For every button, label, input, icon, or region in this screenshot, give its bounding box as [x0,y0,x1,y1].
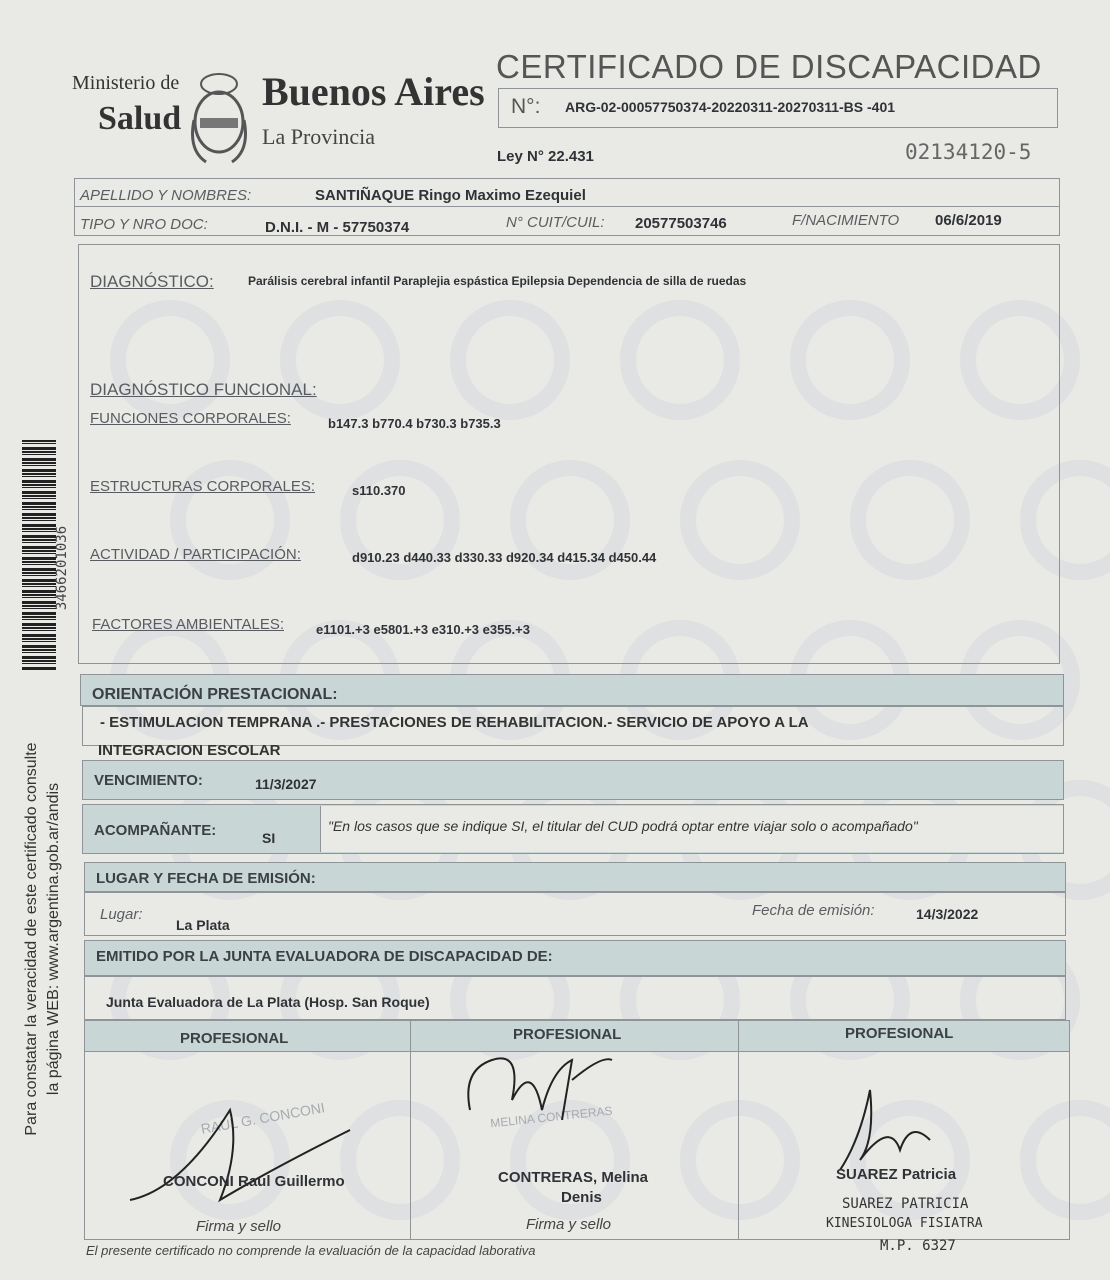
ministry-line2: Salud [98,100,182,137]
functional-diagnosis-label: DIAGNÓSTICO FUNCIONAL: [90,380,317,399]
activity-value: d910.23 d440.33 d330.33 d920.34 d415.34 d450.44 [352,550,657,565]
companion-note: "En los casos que se indique SI, el titular del CUD podrá optar entre viajar solo o acompañado" [328,818,918,834]
body-structures-label: ESTRUCTURAS CORPORALES: [90,478,316,495]
professional-name-2: CONTRERAS, Melina [498,1169,649,1186]
place-label: Lugar: [100,906,143,923]
birth-value: 06/6/2019 [935,212,1002,229]
column-divider-2 [738,1020,739,1240]
doc-label: TIPO Y NRO DOC: [80,216,208,233]
cuit-value: 20577503746 [635,215,727,232]
body-functions-label: FUNCIONES CORPORALES: [90,410,291,427]
signature-caption-2: Firma y sello [526,1216,612,1233]
name-value: SANTIÑAQUE Ringo Maximo Ezequiel [315,187,586,204]
control-code: 02134120-5 [905,140,1032,164]
expiry-band [82,760,1064,800]
professional-header-1: PROFESIONAL [180,1030,289,1047]
side-verification-line2: la página WEB: www.argentina.gob.ar/andis [45,782,62,1096]
expiry-value: 11/3/2027 [255,776,317,792]
companion-value: SI [262,830,276,846]
suarez-stamp-mp: M.P. 6327 [880,1238,956,1254]
person-divider [74,206,1060,207]
diagnosis-label: DIAGNÓSTICO: [90,272,214,291]
issue-label: LUGAR Y FECHA DE EMISIÓN: [96,870,316,887]
diagnosis-box [78,244,1060,664]
stamp-contreras: MELINA CONTRERAS [489,1103,614,1131]
signature-conconi [120,1090,360,1215]
signature-caption-1: Firma y sello [196,1218,282,1235]
suarez-stamp-title: KINESIOLOGA FISIATRA [826,1216,983,1231]
environmental-label: FACTORES AMBIENTALES: [92,616,284,633]
signature-contreras [462,1050,622,1135]
number-label: N°: [511,95,541,118]
stamp-conconi: RAUL G. CONCONI [199,1099,326,1137]
certificate-title: CERTIFICADO DE DISCAPACIDAD [496,48,1042,85]
professional-name-1: CONCONI Raul Guillermo [163,1173,345,1190]
professional-header-2: PROFESIONAL [513,1026,622,1043]
professional-name-2b: Denis [561,1189,602,1206]
environmental-value: e1101.+3 e5801.+3 e310.+3 e355.+3 [316,622,530,637]
side-verification-line1: Para constatar la veracidad de este certificado consulte [23,742,40,1136]
law-number: Ley N° 22.431 [497,148,594,165]
province-title: Buenos Aires [262,69,485,114]
place-value: La Plata [176,917,230,933]
birth-label: F/NACIMIENTO [792,212,900,229]
suarez-stamp-name: SUAREZ PATRICIA [842,1196,969,1212]
coat-of-arms-icon [186,50,252,170]
doc-value: D.N.I. - M - 57750374 [265,219,410,236]
certificate-number: ARG-02-00057750374-20220311-20270311-BS -401 [565,99,896,115]
board-value: Junta Evaluadora de La Plata (Hosp. San Roque) [106,994,430,1010]
board-label: EMITIDO POR LA JUNTA EVALUADORA DE DISCAPACIDAD DE: [96,948,553,965]
issue-date-value: 14/3/2022 [916,906,979,922]
professional-header-3: PROFESIONAL [845,1025,954,1042]
companion-label: ACOMPAÑANTE: [94,822,217,839]
province-subtitle: La Provincia [262,124,376,149]
barcode [22,440,56,670]
cuit-label: N° CUIT/CUIL: [506,214,605,231]
column-divider-1 [410,1020,411,1240]
expiry-label: VENCIMIENTO: [94,772,203,789]
orientation-line1: - ESTIMULACION TEMPRANA .- PRESTACIONES DE REHABILITACION.- SERVICIO DE APOYO A LA [100,714,809,731]
body-functions-value: b147.3 b770.4 b730.3 b735.3 [328,416,501,431]
activity-label: ACTIVIDAD / PARTICIPACIÓN: [90,546,301,563]
diagnosis-value: Parálisis cerebral infantil Paraplejia espástica Epilepsia Dependencia de silla de ruedas [248,274,747,288]
professional-name-3: SUAREZ Patricia [836,1166,957,1183]
barcode-number: 3466201036 [54,525,70,611]
ministry-line1: Ministerio de [72,72,180,94]
orientation-line2: INTEGRACION ESCOLAR [98,742,281,759]
body-structures-value: s110.370 [352,483,406,498]
name-label: APELLIDO Y NOMBRES: [80,187,252,204]
footer-note: El presente certificado no comprende la evaluación de la capacidad laborativa [86,1243,536,1258]
issue-date-label: Fecha de emisión: [752,902,875,919]
orientation-label: ORIENTACIÓN PRESTACIONAL: [92,686,338,703]
certificate-number-box [498,88,1058,128]
